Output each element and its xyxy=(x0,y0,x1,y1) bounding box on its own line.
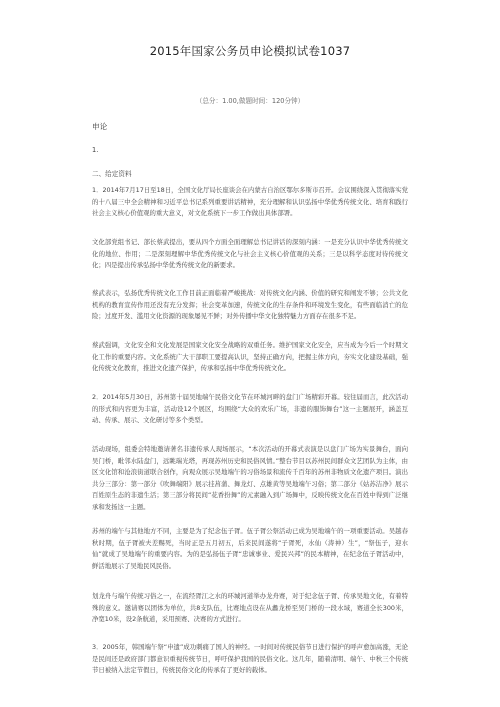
paragraph: 活动现场，组委会特地邀请著名非遗传承人现场展示，“本次活动的开幕式表演是以盘门广场为实景舞台，面向吴门桥，毗邻水陆盘门，远眺瑞光塔，再现苏州历史和民俗风情。”整台节目以苏州民间群众文艺团队为主体，由区文化馆和沧浪街道联合创作，向观众展示吴地端午的习俗场景和流传千百年的苏州非物质文化遗产项目。演出共分三部分：第一部分《吹舞端阳》展示挂菖蒲、舞龙灯、点雄黄等吴地端午习俗；第二部分《姑苏洁净》展示百姓原生态的非遗生活；第三部分将民间“花香扮舞”的元素融入到广场舞中，反映传统文化在百姓中得到广泛继承和发扬这一主题。 xyxy=(92,445,408,511)
paragraph: 1．2014年7月17日至18日，全国文化厅局长座谈会在内蒙古自治区鄂尔多斯市召开。会议围绕深入贯彻落实党的十八届三中全会精神和习近平总书记系列重要讲话精神，充分理解和认识弘扬中华优秀传统文化、培育和践行社会主义核心价值观的重大意义，对文化系统下一步工作做出具体部署。 xyxy=(92,186,408,218)
paragraph: 蔡武强调，文化安全和文化发展是国家文化安全战略的双重任务。维护国家文化安全，应当成为今后一个时期文化工作的重要内容。文化系统广大干部职工要提高认识，坚持正确方向，把握主体方向，夯实文化建设基础，强化传统文化教育，推进文化遗产保护，传承和弘扬中华优秀传统文化。 xyxy=(92,341,408,373)
paragraph: 3．2005年，韩国端午祭“申遗”成功刺痛了国人的神经。一时间对传统民俗节日进行保护的呼声愈加高涨，无论是民间还是政府部门都意识重视传统节日，呼吁保护我国的民俗文化。这几年，随着清明、端午、中秋三个传统节日被纳入法定节假日，传统民俗文化的传承有了更好的载体。 xyxy=(92,643,408,675)
section-heading: 申论 xyxy=(92,122,108,131)
paragraph: 苏州的端午与其他地方不同，主要是为了纪念伍子胥。伍子胥公祭活动已成为吴地端午的一项重要活动。吴越春秋时期，伍子胥被夫差赐死，当时正是五月初五，后来民间遂将“子胥死，水仙（涛神）生”，“祭伍子，迎水仙”就成了吴地端午的重要内容。为的是弘扬伍子胥“忠诚事业、爱民兴邦”的民本精神，在纪念伍子胥活动中，鲜活地展示了吴地民风民俗。 xyxy=(92,527,408,570)
paragraph: 2．2014年5月30日，苏州第十届吴地端午民俗文化节在环城河畔的盘门广场精彩开幕。较往届而言，此次活动的形式和内容更为丰富，活动设12个展区，均围绕“大众的欢乐广场，非遗的服饰舞台”这一主题展开，涵盖互动、传承、展示、文化研讨等多个类型。 xyxy=(92,393,408,425)
paragraph: 蔡武表示，弘扬优秀传统文化工作目前正面临着严峻挑战：对传统文化内涵、价值的研究和阐发不够；公共文化机构的教育宣传作用还没有充分发挥；社会变革加速，传统文化的生存条件和环境发生变化，有些面临消亡的危险；过度开发、滥用文化资源的现象屡见不鲜；对外传播中华文化独特魅力方面存在很多不足。 xyxy=(92,289,408,321)
paragraph: 文化部党组书记、部长蔡武提出，要从四个方面全面理解总书记讲话的深刻内涵：一是充分认识中华优秀传统文化的地位、作用；二是深刻理解中华优秀传统文化与社会主义核心价值观的关系；三是以科学态度对待传统文化；四是提出传承弘扬中华优秀传统文化的新要求。 xyxy=(92,238,408,270)
question-number: 1. xyxy=(92,146,99,154)
paragraph: 划龙舟与端午传统习俗之一，在流经胥江之水的环城河道举办龙舟赛，对于纪念伍子胥、传承吴地文化，有着特殊的意义。邀请赛以团体为单位，共8支队伍，比赛地点设在从蠡龙桥至吴门桥的一段水域，赛道全长300米，净宽10米，设2条航道，采用预赛、决赛的方式进行。 xyxy=(92,592,408,624)
document-title: 2015年国家公务员申论模拟试卷1037 xyxy=(149,44,351,58)
part-label: 二、给定资料 xyxy=(92,170,132,178)
document-subtitle: （总分：1.00,做题时间：120分钟） xyxy=(195,97,305,105)
